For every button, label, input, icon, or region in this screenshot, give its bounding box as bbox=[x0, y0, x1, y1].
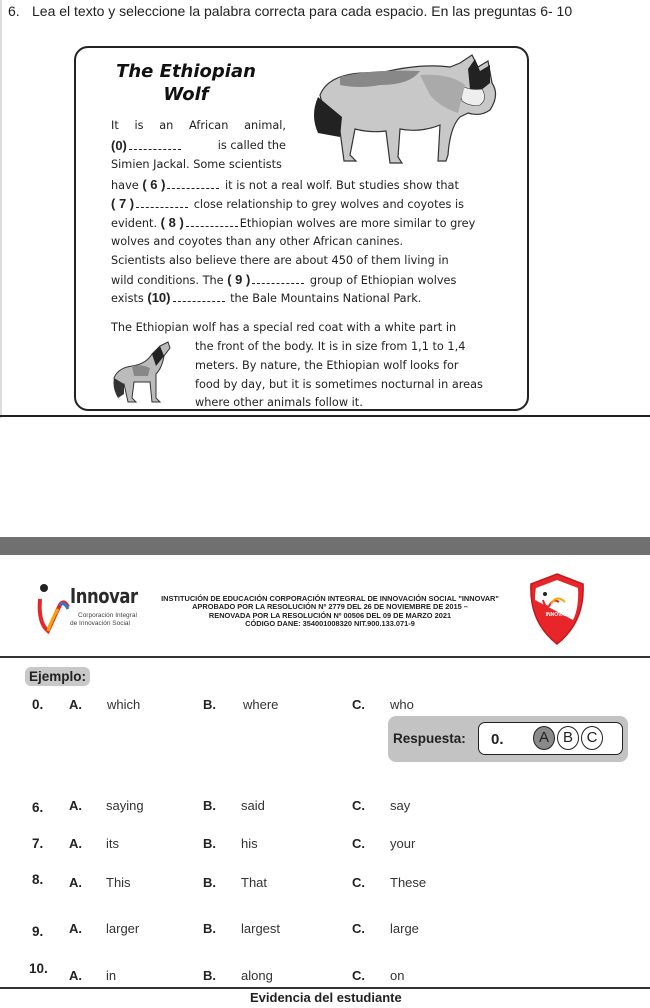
gap-9-label: ( 9 ) bbox=[227, 272, 251, 287]
gap-10-label: (10) bbox=[147, 290, 171, 305]
story-line-4 bbox=[111, 175, 459, 196]
story-text: where other animals follow it. bbox=[195, 396, 363, 409]
page-left-border bbox=[0, 0, 2, 418]
question-row-6 bbox=[0, 798, 650, 818]
option-b-text[interactable]: That bbox=[241, 875, 268, 890]
story-text: Ethiopian wolves are more similar to grey bbox=[239, 217, 476, 230]
option-c-text[interactable]: your bbox=[390, 836, 416, 851]
answer-number: 0. bbox=[491, 731, 504, 748]
option-c-text[interactable]: on bbox=[390, 968, 405, 983]
story-text: meters. By nature, the Ethiopian wolf looks for bbox=[195, 359, 459, 372]
page-break-band bbox=[0, 537, 650, 555]
option-a-letter: A. bbox=[69, 798, 82, 813]
option-b-text[interactable]: said bbox=[241, 798, 265, 813]
innovar-shield-icon bbox=[527, 572, 587, 646]
gap-8-label: ( 8 ) bbox=[160, 215, 184, 230]
option-a-text[interactable]: larger bbox=[106, 921, 140, 936]
gap-9-blank[interactable] bbox=[252, 282, 304, 284]
gap-0-label: (0) bbox=[111, 138, 127, 153]
story-text: evident. bbox=[111, 217, 158, 230]
innovar-logo-icon bbox=[36, 583, 70, 635]
para2-line-3 bbox=[195, 356, 459, 376]
gap-8-blank[interactable] bbox=[186, 225, 238, 227]
option-b-text[interactable]: his bbox=[241, 836, 258, 851]
logo-subtitle-2: de Innovación Social bbox=[70, 620, 130, 627]
question-number: 10. bbox=[29, 961, 48, 976]
answer-choice-b[interactable]: B bbox=[557, 726, 579, 750]
question-number: 9. bbox=[32, 924, 44, 939]
story-text: the front of the body. It is in size from 1,1 to 1,4 bbox=[195, 340, 466, 353]
example-number: 0. bbox=[32, 697, 44, 712]
question-row-8 bbox=[0, 872, 650, 895]
logo-subtitle-1: Corporación Integral bbox=[78, 612, 137, 619]
example-row bbox=[0, 697, 650, 717]
option-b-text[interactable]: along bbox=[241, 968, 273, 983]
option-c-letter: C. bbox=[352, 697, 365, 712]
option-c-text: who bbox=[390, 697, 414, 712]
story-text: is called the bbox=[217, 139, 286, 152]
story-line-2 bbox=[111, 136, 286, 157]
para2-line-2 bbox=[195, 337, 465, 357]
answer-label: Respuesta: bbox=[393, 731, 466, 746]
howling-wolf-illustration bbox=[112, 342, 180, 406]
option-a-letter: A. bbox=[69, 697, 82, 712]
option-b-text[interactable]: largest bbox=[241, 921, 281, 936]
story-text: it is not a real wolf. But studies show that bbox=[225, 179, 459, 192]
question-row-9 bbox=[0, 921, 650, 941]
header-divider bbox=[0, 656, 650, 658]
story-line-7 bbox=[111, 232, 403, 252]
story-line-5 bbox=[111, 194, 464, 215]
story-text: wolves and coyotes than any other African canines. bbox=[111, 235, 404, 248]
option-b-letter: B. bbox=[203, 836, 216, 851]
story-text: exists bbox=[111, 292, 144, 305]
option-c-letter: C. bbox=[352, 875, 365, 890]
story-line-6 bbox=[111, 213, 475, 234]
question-number: 7. bbox=[32, 836, 44, 851]
instruction-number: 6. bbox=[8, 3, 20, 19]
question-number: 8. bbox=[32, 872, 44, 887]
option-a-text[interactable]: This bbox=[106, 875, 131, 890]
story-text: wild conditions. The bbox=[111, 274, 224, 287]
gap-10-blank[interactable] bbox=[173, 300, 225, 302]
option-a-letter: A. bbox=[69, 921, 82, 936]
option-a-letter: A. bbox=[69, 968, 82, 983]
answer-choice-a[interactable]: A bbox=[533, 726, 555, 750]
story-line-8 bbox=[111, 251, 449, 271]
para2-line-5 bbox=[195, 393, 363, 413]
example-label: Ejemplo: bbox=[25, 667, 90, 686]
question-row-7 bbox=[0, 836, 650, 856]
story-title-line2: Wolf bbox=[163, 84, 209, 105]
gap-7-blank[interactable] bbox=[136, 206, 188, 208]
para2-line-1 bbox=[111, 318, 456, 338]
story-text: Simien Jackal. Some scientists bbox=[111, 158, 282, 171]
option-b-letter: B. bbox=[203, 875, 216, 890]
para2-line-4 bbox=[195, 375, 483, 395]
option-b-letter: B. bbox=[203, 921, 216, 936]
story-text: The Ethiopian wolf has a special red coat with a white part in bbox=[111, 321, 457, 334]
gap-7-label: ( 7 ) bbox=[111, 196, 135, 211]
story-text: It is an African animal, bbox=[111, 119, 286, 132]
instruction-text: Lea el texto y seleccione la palabra correcta para cada espacio. En las preguntas 6- 10 bbox=[32, 3, 573, 19]
question-row-10 bbox=[0, 961, 650, 988]
innovar-logo-name: Innovar bbox=[70, 584, 138, 608]
institution-code: CÓDIGO DANE: 354001008320 NIT.900.133.071-9 bbox=[245, 619, 415, 629]
option-b-text: where bbox=[243, 697, 279, 712]
option-c-text[interactable]: large bbox=[390, 921, 419, 936]
option-c-letter: C. bbox=[352, 921, 365, 936]
option-a-text[interactable]: its bbox=[106, 836, 119, 851]
wolf-illustration bbox=[300, 55, 520, 167]
story-text: the Bale Mountains National Park. bbox=[230, 292, 422, 305]
option-a-text: which bbox=[107, 697, 141, 712]
option-b-letter: B. bbox=[203, 798, 216, 813]
question-number: 6. bbox=[32, 800, 44, 815]
story-line-3 bbox=[111, 155, 282, 175]
option-c-text[interactable]: say bbox=[390, 798, 411, 813]
option-a-letter: A. bbox=[69, 875, 82, 890]
institution-approval: APROBADO POR LA RESOLUCIÓN Nº 2779 DEL 26 DE NOVIEMBRE DE 2015 – bbox=[192, 602, 468, 612]
footer-cut-text: Evidencia del estudiante bbox=[250, 990, 402, 1005]
shield-label: INNOVAR bbox=[545, 612, 569, 618]
gap-0-blank[interactable] bbox=[129, 148, 181, 150]
story-line-10 bbox=[111, 288, 421, 309]
institution-info bbox=[140, 595, 520, 629]
option-c-letter: C. bbox=[352, 968, 365, 983]
option-a-text[interactable]: saying bbox=[106, 798, 144, 813]
story-text: have bbox=[111, 179, 139, 192]
story-text: group of Ethiopian wolves bbox=[309, 274, 457, 287]
instruction bbox=[8, 3, 572, 19]
option-a-text[interactable]: in bbox=[106, 968, 117, 983]
option-c-letter: C. bbox=[352, 836, 365, 851]
story-title bbox=[106, 60, 266, 106]
gap-6-label: ( 6 ) bbox=[142, 177, 166, 192]
option-c-text[interactable]: These bbox=[390, 875, 427, 890]
option-a-letter: A. bbox=[69, 836, 82, 851]
story-line-1 bbox=[111, 116, 286, 136]
gap-6-blank[interactable] bbox=[167, 187, 219, 189]
option-b-letter: B. bbox=[203, 697, 216, 712]
answer-choice-c[interactable]: C bbox=[581, 726, 603, 750]
institution-renewal: RENOVADA POR LA RESOLUCIÓN Nº 00506 DEL 09 DE MARZO 2021 bbox=[208, 610, 452, 620]
option-c-letter: C. bbox=[352, 798, 365, 813]
story-text: close relationship to grey wolves and coyotes is bbox=[193, 198, 464, 211]
option-b-letter: B. bbox=[203, 968, 216, 983]
story-title-line1: The Ethiopian bbox=[116, 61, 256, 82]
story-text: Scientists also believe there are about 450 of them living in bbox=[111, 254, 449, 267]
story-text: food by day, but it is sometimes nocturnal in areas bbox=[195, 378, 483, 391]
institution-name: INSTITUCIÓN DE EDUCACIÓN CORPORACIÓN INTEGRAL DE INNOVACIÓN SOCIAL "INNOVAR" bbox=[161, 594, 499, 603]
page-divider bbox=[0, 415, 650, 417]
